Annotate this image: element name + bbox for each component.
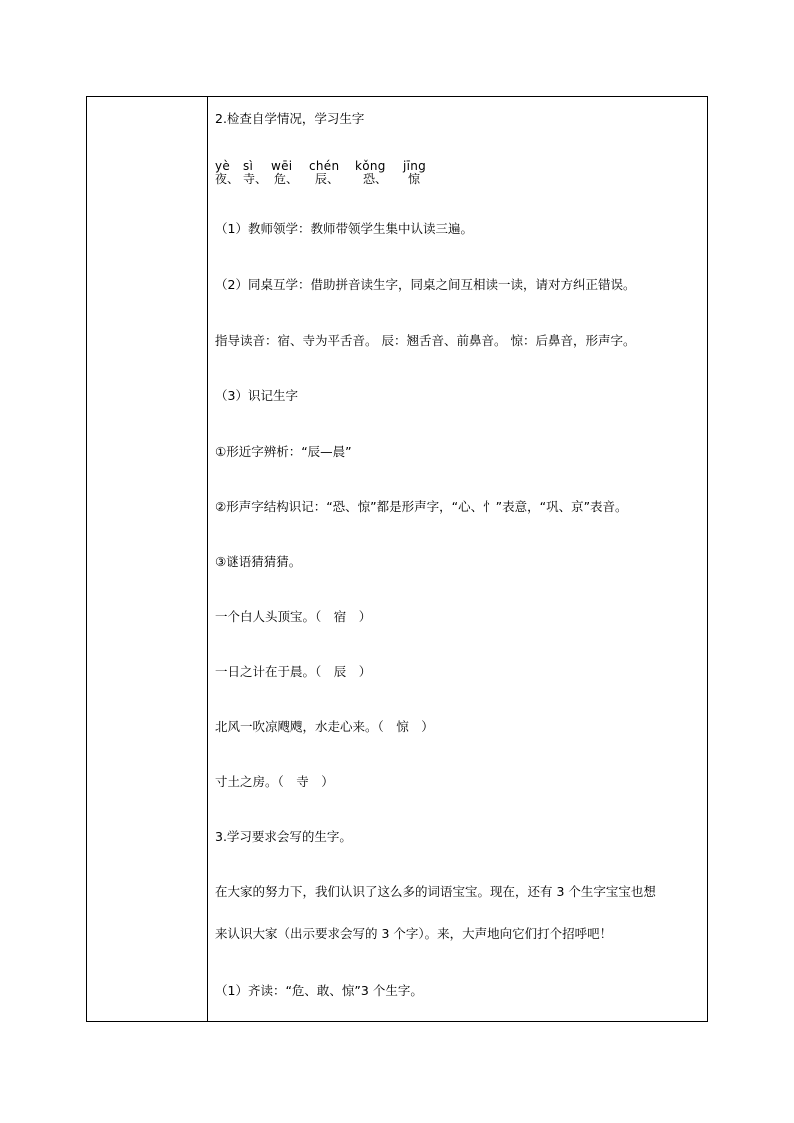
pinyin-text: yè: [215, 159, 231, 173]
pinyin-word: [403, 159, 447, 191]
text-line: 来认识大家（出示要求会写的 3 个字）。来，大声地向它们打个招呼吧！: [215, 926, 613, 941]
pinyin-word: [355, 159, 399, 191]
riddle-line: 北风一吹凉飕飕，水走心来。（ 惊 ）: [215, 719, 434, 734]
text-line: ③谜语猜猜猜。: [215, 554, 302, 569]
text-line: ②形声字结构识记：“恐、惊”都是形声字，“心、忄”表意，“巩、京”表音。: [215, 499, 628, 514]
pinyin-row: [215, 159, 475, 191]
hanzi-char: 惊: [408, 172, 421, 186]
text-line: （2）同桌互学：借助拼音读生字，同桌之间互相读一读，请对方纠正错误。: [215, 277, 636, 292]
text-line: 指导读音：宿、寺为平舌音。 辰：翘舌音、前鼻音。 惊：后鼻音，形声字。: [215, 333, 636, 348]
riddle-line: 一个白人头顶宝。（ 宿 ）: [215, 609, 372, 624]
hanzi-char: 夜、: [215, 172, 240, 186]
text-line: 在大家的努力下，我们认识了这么多的词语宝宝。现在，还有 3 个生字宝宝也想: [215, 884, 656, 899]
hanzi-char: 辰、: [315, 172, 340, 186]
left-column-cell: [87, 97, 207, 1021]
text-line: ①形近字辨析：“辰—晨”: [215, 444, 352, 459]
pinyin-word: [309, 159, 353, 191]
column-divider: [207, 97, 208, 1021]
lesson-table: [86, 96, 708, 1022]
text-line: （3）识记生字: [215, 388, 298, 403]
text-line: （1）教师领学：教师带领学生集中认读三遍。: [215, 221, 473, 236]
riddle-line: 寸土之房。（ 寺 ）: [215, 774, 334, 789]
pinyin-text: wēi: [271, 159, 293, 173]
hanzi-char: 寺、: [243, 172, 268, 186]
section-heading: 3.学习要求会写的生字。: [215, 829, 352, 844]
hanzi-char: 危、: [274, 172, 299, 186]
pinyin-text: jīng: [403, 159, 427, 173]
riddle-line: 一日之计在于晨。（ 辰 ）: [215, 664, 372, 679]
text-line: （1）齐读：“危、敢、惊”3 个生字。: [215, 983, 423, 998]
pinyin-text: chén: [309, 159, 340, 173]
pinyin-text: kǒng: [355, 159, 386, 173]
pinyin-text: sì: [243, 159, 254, 173]
hanzi-char: 恐、: [363, 172, 388, 186]
section-heading: 2.检查自学情况，学习生字: [215, 111, 365, 126]
